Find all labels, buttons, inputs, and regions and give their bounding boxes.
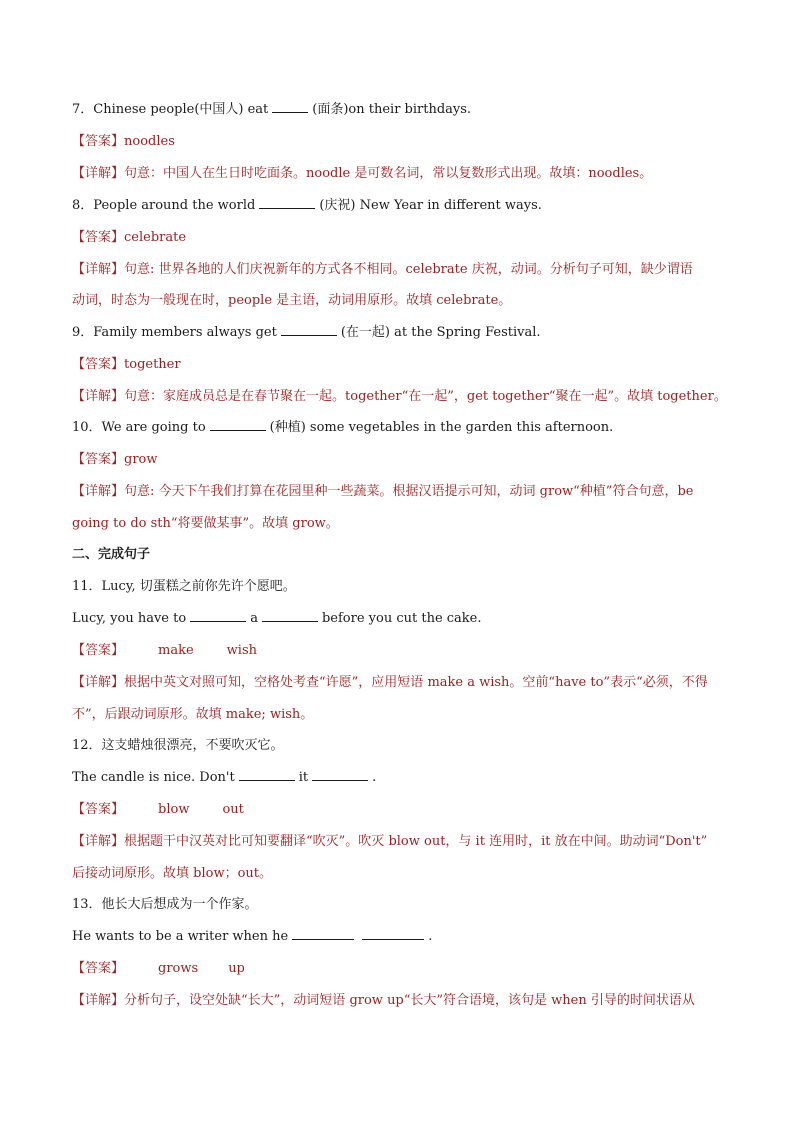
detail-8-cont	[72, 291, 734, 311]
detail-11-cont	[72, 705, 734, 725]
question-text: a	[250, 611, 258, 626]
answer-text: together	[124, 357, 181, 372]
question-chinese: 他长大后想成为一个作家。	[101, 897, 258, 912]
answer-label: 【答案】	[72, 961, 125, 976]
detail-text: 根据中英文对照可知，空格处考查“许愿”，应用短语 make a wish。空前“have to”表示“必须，不得	[124, 675, 708, 690]
question-text: Lucy, you have to	[72, 611, 187, 626]
question-text: Chinese people(中国人) eat	[93, 102, 269, 117]
detail-label: 【详解】	[72, 993, 125, 1008]
answer-text: blow	[158, 802, 190, 817]
question-text: (在一起) at the Spring Festival.	[340, 325, 541, 340]
detail-text: 句意：中国人在生日时吃面条。noodle 是可数名词，常以复数形式出现。故填：noodles。	[124, 166, 653, 181]
answer-label: 【答案】	[72, 452, 125, 467]
answer-blank	[281, 323, 337, 336]
question-text: The candle is nice. Don't	[72, 770, 235, 785]
question-12	[72, 736, 734, 756]
answer-blank	[312, 768, 368, 781]
detail-11	[72, 673, 734, 693]
question-text: (面条)on their birthdays.	[312, 102, 472, 117]
detail-label: 【详解】	[72, 389, 125, 404]
answer-blank	[292, 927, 354, 940]
detail-label: 【详解】	[72, 262, 125, 277]
detail-text: 不”，后跟动词原形。故填 make; wish。	[72, 707, 314, 722]
question-text: it	[298, 770, 309, 785]
answer-text: grow	[124, 452, 158, 467]
question-9	[72, 323, 734, 343]
detail-13	[72, 991, 734, 1011]
question-7	[72, 100, 734, 120]
detail-10-cont	[72, 514, 734, 534]
question-chinese: 这支蜡烛很漂亮，不要吹灭它。	[101, 738, 284, 753]
question-text: .	[428, 929, 433, 944]
question-number: 9．	[72, 325, 94, 340]
detail-text: 句意：家庭成员总是在春节聚在一起。together“在一起”，get together“聚在一起”。故填 together。	[124, 389, 727, 404]
question-12-english	[72, 768, 734, 788]
detail-label: 【详解】	[72, 675, 125, 690]
answer-13	[72, 959, 734, 979]
detail-9	[72, 387, 734, 407]
answer-label: 【答案】	[72, 643, 125, 658]
detail-text: going to do sth“将要做某事”。故填 grow。	[72, 516, 339, 531]
answer-blank	[210, 418, 266, 431]
answer-blank	[190, 609, 246, 622]
question-number: 11．	[72, 579, 102, 594]
detail-label: 【详解】	[72, 166, 125, 181]
detail-text: 根据题干中汉英对比可知要翻译“吹灭”。吹灭 blow out，与 it 连用时，it 放在中间。助动词“Don't”	[124, 834, 708, 849]
question-8	[72, 196, 734, 216]
answer-label: 【答案】	[72, 134, 125, 149]
question-text: (庆祝) New Year in different ways.	[319, 198, 542, 213]
question-number: 13．	[72, 897, 102, 912]
answer-text: make	[158, 643, 194, 658]
answer-10	[72, 450, 734, 470]
answer-label: 【答案】	[72, 802, 125, 817]
answer-label: 【答案】	[72, 230, 125, 245]
detail-text: 句意: 今天下午我们打算在花园里种一些蔬菜。根据汉语提示可知，动词 grow“种植”符合句意，be	[124, 484, 694, 499]
detail-12	[72, 832, 734, 852]
question-chinese: Lucy, 切蛋糕之前你先许个愿吧。	[101, 579, 296, 594]
answer-text: up	[228, 961, 245, 976]
question-text: before you cut the cake.	[321, 611, 482, 626]
question-number: 12．	[72, 738, 102, 753]
answer-label: 【答案】	[72, 357, 125, 372]
answer-text: noodles	[124, 134, 175, 149]
answer-blank	[239, 768, 295, 781]
question-13	[72, 895, 734, 915]
answer-9	[72, 355, 734, 375]
section-heading: 二、完成句子	[72, 547, 151, 562]
answer-text: celebrate	[124, 230, 187, 245]
detail-text: 动词，时态为一般现在时，people 是主语，动词用原形。故填 celebrate。	[72, 293, 512, 308]
answer-8	[72, 228, 734, 248]
question-number: 7．	[72, 102, 94, 117]
question-13-english	[72, 927, 734, 947]
question-text: Family members always get	[93, 325, 277, 340]
answer-blank	[262, 609, 318, 622]
detail-text: 分析句子，设空处缺“长大”，动词短语 grow up“长大”符合语境，该句是 when 引导的时间状语从	[124, 993, 695, 1008]
answer-text: wish	[226, 643, 258, 658]
detail-text: 后接动词原形。故填 blow；out。	[72, 866, 272, 881]
detail-10	[72, 482, 734, 502]
question-text: (种植) some vegetables in the garden this afternoon.	[269, 420, 614, 435]
question-text: We are going to	[101, 420, 206, 435]
answer-11	[72, 641, 734, 661]
question-number: 8．	[72, 198, 94, 213]
detail-label: 【详解】	[72, 484, 125, 499]
detail-8	[72, 260, 734, 280]
answer-blank	[272, 100, 308, 113]
detail-text: 句意: 世界各地的人们庆祝新年的方式各不相同。celebrate 庆祝，动词。分析句子可知，缺少谓语	[124, 262, 693, 277]
question-text: .	[372, 770, 377, 785]
question-11	[72, 577, 734, 597]
detail-label: 【详解】	[72, 834, 125, 849]
question-number: 10．	[72, 420, 102, 435]
detail-12-cont	[72, 864, 734, 884]
answer-blank	[259, 196, 315, 209]
answer-blank	[362, 927, 424, 940]
question-11-english	[72, 609, 734, 629]
answer-text: out	[222, 802, 244, 817]
answer-12	[72, 800, 734, 820]
answer-7	[72, 132, 734, 152]
question-10	[72, 418, 734, 438]
answer-text: grows	[158, 961, 199, 976]
question-text: He wants to be a writer when he	[72, 929, 289, 944]
question-text: People around the world	[93, 198, 256, 213]
detail-7	[72, 164, 734, 184]
